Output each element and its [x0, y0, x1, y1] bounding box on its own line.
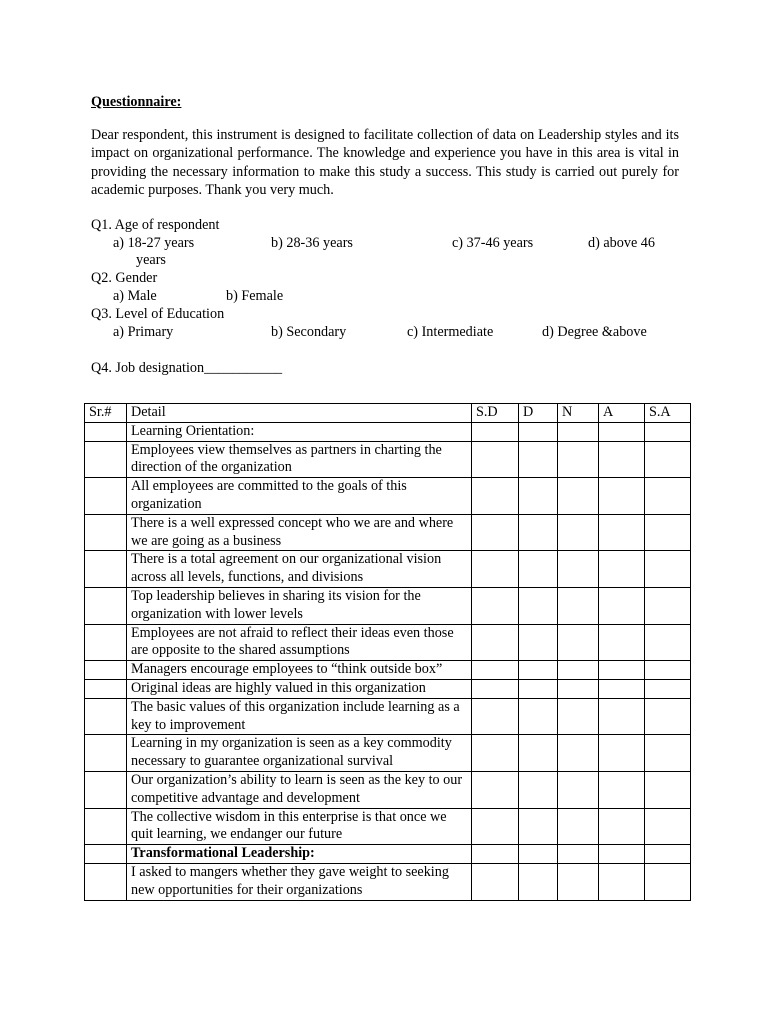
section-heading: Transformational Leadership:	[127, 845, 472, 864]
rating-cell-a[interactable]	[599, 551, 645, 588]
statement-cell: I asked to mangers whether they gave weight to seeking new opportunities for their organizations	[127, 863, 472, 900]
sr-cell	[85, 698, 127, 735]
table-row	[85, 441, 691, 478]
header-sr: Sr.#	[85, 404, 127, 423]
rating-cell-d[interactable]	[519, 808, 558, 845]
rating-cell-d[interactable]	[519, 441, 558, 478]
rating-cell-d[interactable]	[519, 735, 558, 772]
sr-cell	[85, 735, 127, 772]
rating-cell-n[interactable]	[558, 863, 599, 900]
q2-option-b: b) Female	[226, 288, 284, 304]
rating-cell-sa[interactable]	[645, 808, 691, 845]
rating-cell-a[interactable]	[599, 587, 645, 624]
q3-option-b: b) Secondary	[271, 324, 347, 340]
rating-cell-n[interactable]	[558, 735, 599, 772]
rating-cell-d[interactable]	[519, 422, 558, 441]
rating-cell-sd[interactable]	[472, 551, 519, 588]
rating-cell-a[interactable]	[599, 478, 645, 515]
q3-option-c: c) Intermediate	[407, 324, 494, 340]
rating-cell-sa[interactable]	[645, 863, 691, 900]
rating-cell-n[interactable]	[558, 422, 599, 441]
rating-cell-sa[interactable]	[645, 771, 691, 808]
rating-cell-sa[interactable]	[645, 478, 691, 515]
sr-cell	[85, 587, 127, 624]
rating-cell-n[interactable]	[558, 771, 599, 808]
table-row	[85, 863, 691, 900]
statement-cell: Original ideas are highly valued in this organization	[127, 679, 472, 698]
intro-paragraph: Dear respondent, this instrument is designed to facilitate collection of data on Leadership styles and its impact on organizational performance. The knowledge and experience you have in this area is vital in providing the necessary information to make this study a success. This study is carried out purely for academic purposes. Thank you very much.	[91, 127, 679, 198]
rating-cell-d[interactable]	[519, 478, 558, 515]
statement-cell: Top leadership believes in sharing its vision for the organization with lower levels	[127, 587, 472, 624]
statement-cell: Learning in my organization is seen as a key commodity necessary to guarantee organizational survival	[127, 735, 472, 772]
statement-cell: Employees view themselves as partners in charting the direction of the organization	[127, 441, 472, 478]
rating-cell-sa[interactable]	[645, 735, 691, 772]
document-title: Questionnaire:	[91, 94, 182, 110]
rating-cell-n[interactable]	[558, 808, 599, 845]
table-row	[85, 808, 691, 845]
header-neutral: N	[558, 404, 599, 423]
q3-option-a: a) Primary	[113, 324, 174, 340]
sr-cell	[85, 422, 127, 441]
statement-cell: There is a well expressed concept who we are and where we are going as a business	[127, 514, 472, 551]
rating-cell-sa[interactable]	[645, 514, 691, 551]
sr-cell	[85, 845, 127, 864]
rating-cell-sa[interactable]	[645, 698, 691, 735]
rating-cell-sd[interactable]	[472, 698, 519, 735]
sr-cell	[85, 808, 127, 845]
rating-cell-sd[interactable]	[472, 478, 519, 515]
rating-cell-d[interactable]	[519, 771, 558, 808]
table-row	[85, 771, 691, 808]
table-row	[85, 679, 691, 698]
statement-cell: Our organization’s ability to learn is seen as the key to our competitive advantage and development	[127, 771, 472, 808]
rating-cell-a[interactable]	[599, 679, 645, 698]
rating-cell-a[interactable]	[599, 514, 645, 551]
table-row	[85, 698, 691, 735]
table-row	[85, 661, 691, 680]
rating-cell-n[interactable]	[558, 587, 599, 624]
rating-cell-sd[interactable]	[472, 514, 519, 551]
rating-cell-sd[interactable]	[472, 661, 519, 680]
q1-option-d: d) above 46	[588, 235, 655, 251]
table-row	[85, 735, 691, 772]
q1-question: Q1. Age of respondent	[91, 217, 220, 233]
rating-cell-sa[interactable]	[645, 587, 691, 624]
q3-question: Q3. Level of Education	[91, 306, 225, 322]
statement-cell: Managers encourage employees to “think outside box”	[127, 661, 472, 680]
q1-option-b: b) 28-36 years	[271, 235, 353, 251]
sr-cell	[85, 771, 127, 808]
table-row	[85, 514, 691, 551]
sr-cell	[85, 514, 127, 551]
rating-cell-n[interactable]	[558, 478, 599, 515]
rating-cell-sd[interactable]	[472, 624, 519, 661]
sr-cell	[85, 441, 127, 478]
rating-cell-sd[interactable]	[472, 679, 519, 698]
statement-cell: The basic values of this organization include learning as a key to improvement	[127, 698, 472, 735]
q2-option-a: a) Male	[113, 288, 157, 304]
q4-question: Q4. Job designation___________	[91, 360, 283, 376]
statement-cell: All employees are committed to the goals of this organization	[127, 478, 472, 515]
q1-option-a: a) 18-27 years	[113, 235, 195, 251]
rating-cell-n[interactable]	[558, 624, 599, 661]
header-detail: Detail	[127, 404, 472, 423]
rating-cell-a[interactable]	[599, 624, 645, 661]
section-row	[85, 422, 691, 441]
rating-cell-n[interactable]	[558, 514, 599, 551]
sr-cell	[85, 624, 127, 661]
rating-cell-a[interactable]	[599, 863, 645, 900]
rating-cell-sd[interactable]	[472, 587, 519, 624]
sr-cell	[85, 551, 127, 588]
section-row	[85, 845, 691, 864]
statement-cell: Employees are not afraid to reflect their ideas even those are opposite to the shared assumptions	[127, 624, 472, 661]
rating-cell-sd[interactable]	[472, 735, 519, 772]
statement-cell: The collective wisdom in this enterprise is that once we quit learning, we endanger our future	[127, 808, 472, 845]
header-strongly-agree: S.A	[645, 404, 691, 423]
rating-cell-d[interactable]	[519, 679, 558, 698]
statement-cell: There is a total agreement on our organizational vision across all levels, functions, and divisions	[127, 551, 472, 588]
rating-cell-a[interactable]	[599, 845, 645, 864]
rating-cell-d[interactable]	[519, 863, 558, 900]
sr-cell	[85, 478, 127, 515]
q2-question: Q2. Gender	[91, 270, 158, 286]
rating-cell-a[interactable]	[599, 441, 645, 478]
header-disagree: D	[519, 404, 558, 423]
sr-cell	[85, 679, 127, 698]
rating-cell-n[interactable]	[558, 661, 599, 680]
rating-cell-a[interactable]	[599, 735, 645, 772]
q1-option-c: c) 37-46 years	[452, 235, 534, 251]
rating-cell-n[interactable]	[558, 845, 599, 864]
rating-cell-a[interactable]	[599, 422, 645, 441]
rating-cell-sd[interactable]	[472, 808, 519, 845]
rating-cell-d[interactable]	[519, 587, 558, 624]
rating-cell-n[interactable]	[558, 698, 599, 735]
rating-cell-sd[interactable]	[472, 845, 519, 864]
rating-cell-sa[interactable]	[645, 845, 691, 864]
q3-option-d: d) Degree &above	[542, 324, 647, 340]
table-header-row	[85, 404, 691, 423]
table-row	[85, 551, 691, 588]
rating-cell-d[interactable]	[519, 514, 558, 551]
rating-cell-a[interactable]	[599, 808, 645, 845]
q1-option-d-continued: years	[136, 252, 166, 268]
rating-cell-d[interactable]	[519, 624, 558, 661]
header-strongly-disagree: S.D	[472, 404, 519, 423]
rating-cell-d[interactable]	[519, 845, 558, 864]
rating-cell-sa[interactable]	[645, 441, 691, 478]
rating-cell-sd[interactable]	[472, 422, 519, 441]
rating-cell-n[interactable]	[558, 679, 599, 698]
rating-cell-d[interactable]	[519, 551, 558, 588]
rating-cell-sa[interactable]	[645, 679, 691, 698]
table-row	[85, 624, 691, 661]
rating-cell-n[interactable]	[558, 441, 599, 478]
table-row	[85, 478, 691, 515]
rating-cell-n[interactable]	[558, 551, 599, 588]
rating-cell-sa[interactable]	[645, 551, 691, 588]
rating-cell-sd[interactable]	[472, 771, 519, 808]
sr-cell	[85, 863, 127, 900]
rating-cell-a[interactable]	[599, 698, 645, 735]
rating-cell-sa[interactable]	[645, 624, 691, 661]
rating-cell-d[interactable]	[519, 661, 558, 680]
rating-cell-a[interactable]	[599, 661, 645, 680]
section-heading: Learning Orientation:	[127, 422, 472, 441]
header-agree: A	[599, 404, 645, 423]
rating-cell-sd[interactable]	[472, 863, 519, 900]
survey-table	[84, 403, 691, 901]
sr-cell	[85, 661, 127, 680]
rating-cell-a[interactable]	[599, 771, 645, 808]
table-row	[85, 587, 691, 624]
rating-cell-sd[interactable]	[472, 441, 519, 478]
rating-cell-d[interactable]	[519, 698, 558, 735]
rating-cell-sa[interactable]	[645, 661, 691, 680]
rating-cell-sa[interactable]	[645, 422, 691, 441]
